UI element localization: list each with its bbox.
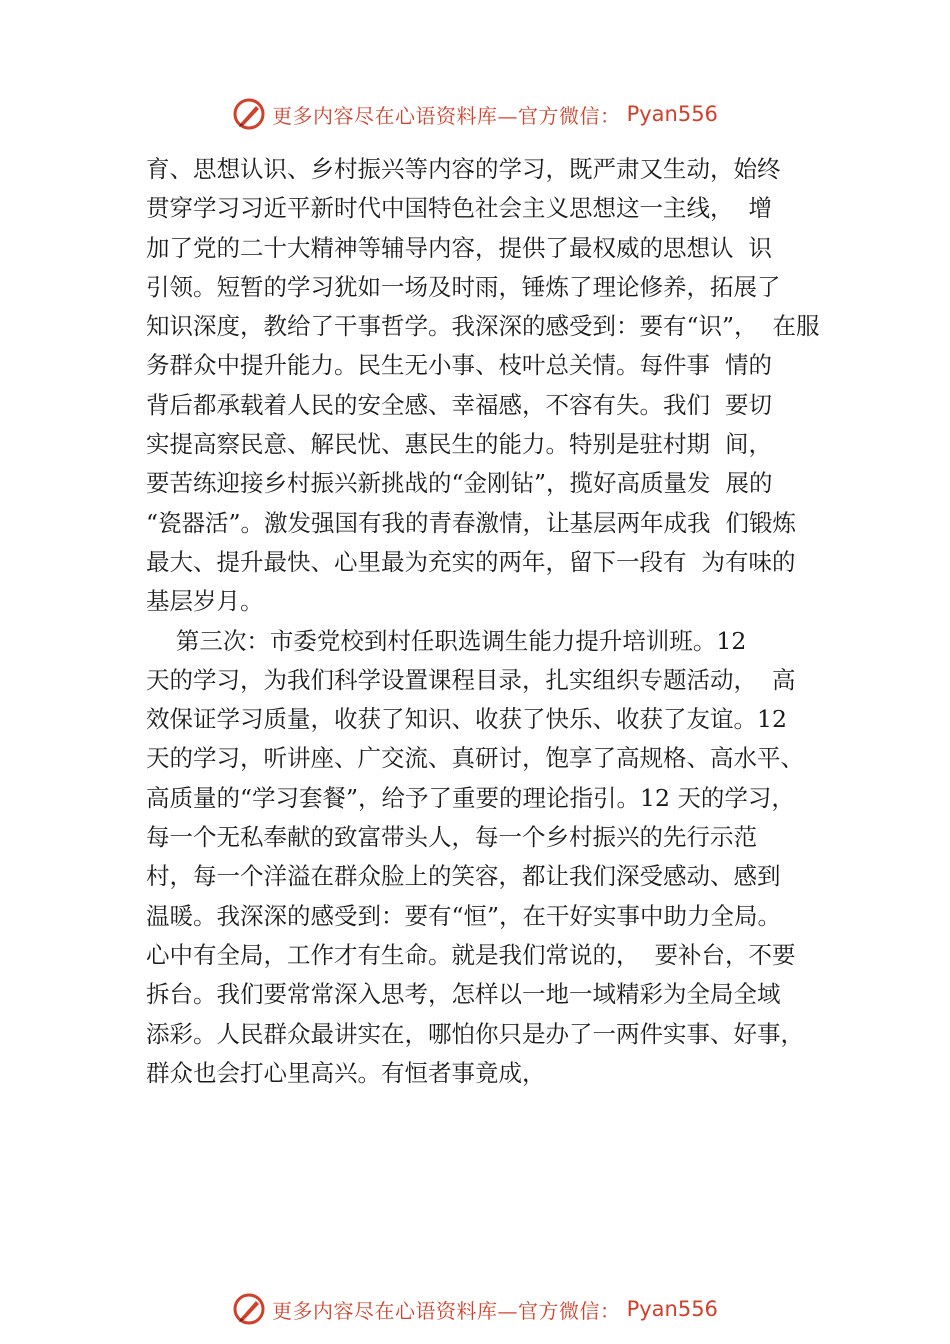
text-line: 温暖。我深深的感受到：要有“恒”，在干好实事中助力全局。 (146, 901, 782, 930)
text-line: 心中有全局，工作才有生命。就是我们常说的， 要补台，不要 (146, 940, 796, 969)
text-line: 第三次：市委党校到村任职选调生能力提升培训班。12 (146, 626, 747, 655)
footer-banner (0, 1289, 950, 1329)
text-line: 务群众中提升能力。民生无小事、枝叶总关情。每件事 情的 (146, 351, 772, 380)
text-line: 基层岁月。 (146, 587, 264, 616)
text-line: 高质量的“学习套餐”，给予了重要的理论指引。12 天的学习， (146, 783, 795, 812)
text-line: 知识深度，教给了干事哲学。我深深的感受到：要有“识”， 在服 (146, 312, 820, 341)
text-line: 天的学习，为我们科学设置课程目录，扎实组织专题活动， 高 (146, 665, 796, 694)
text-line: 村，每一个洋溢在群众脸上的笑容，都让我们深受感动、感到 (146, 862, 781, 891)
banner-wechat-handle: Pyan556 (626, 1297, 718, 1321)
banner-text: 更多内容尽在心语资料库—官方微信： (272, 1298, 621, 1323)
text-line: 育、思想认识、乡村振兴等内容的学习，既严肃又生动，始终 (146, 155, 781, 183)
text-line: 群众也会打心里高兴。有恒者事竟成， (146, 1058, 546, 1087)
banner-text: 更多内容尽在心语资料库—官方微信： (272, 103, 621, 128)
banner-wechat-handle: Pyan556 (626, 102, 718, 126)
header-banner (0, 94, 950, 134)
text-line: 添彩。人民群众最讲实在，哪怕你只是办了一两件实事、好事， (146, 1019, 804, 1048)
text-line: 最大、提升最快、心里最为充实的两年，留下一段有 为有味的 (146, 547, 796, 576)
text-line: 每一个无私奉献的致富带头人，每一个乡村振兴的先行示范 (146, 823, 757, 852)
text-line: 加了党的二十大精神等辅导内容，提供了最权威的思想认 识 (146, 233, 772, 262)
text-line: 拆台。我们要常常深入思考，怎样以一地一域精彩为全局全域 (146, 980, 781, 1009)
text-line: “瓷器活”。激发强国有我的青春激情，让基层两年成我 们锻炼 (146, 508, 796, 537)
text-line: 引领。短暂的学习犹如一场及时雨，锤炼了理论修养，拓展了 (146, 272, 781, 301)
text-line: 实提高察民意、解民忧、惠民生的能力。特别是驻村期 间， (146, 430, 772, 459)
text-line: 天的学习，听讲座、广交流、真研讨，饱享了高规格、高水平、 (146, 744, 804, 773)
text-line: 效保证学习质量，收获了知识、收获了快乐、收获了友谊。12 (146, 705, 787, 734)
text-line: 背后都承载着人民的安全感、幸福感，不容有失。我们 要切 (146, 390, 772, 419)
pen-logo-icon (232, 97, 266, 131)
text-line: 要苦练迎接乡村振兴新挑战的“金刚钻”，揽好高质量发 展的 (146, 469, 773, 498)
text-line: 贯穿学习习近平新时代中国特色社会主义思想这一主线， 增 (146, 194, 772, 223)
document-body (146, 150, 836, 1093)
pen-logo-icon (232, 1292, 266, 1326)
